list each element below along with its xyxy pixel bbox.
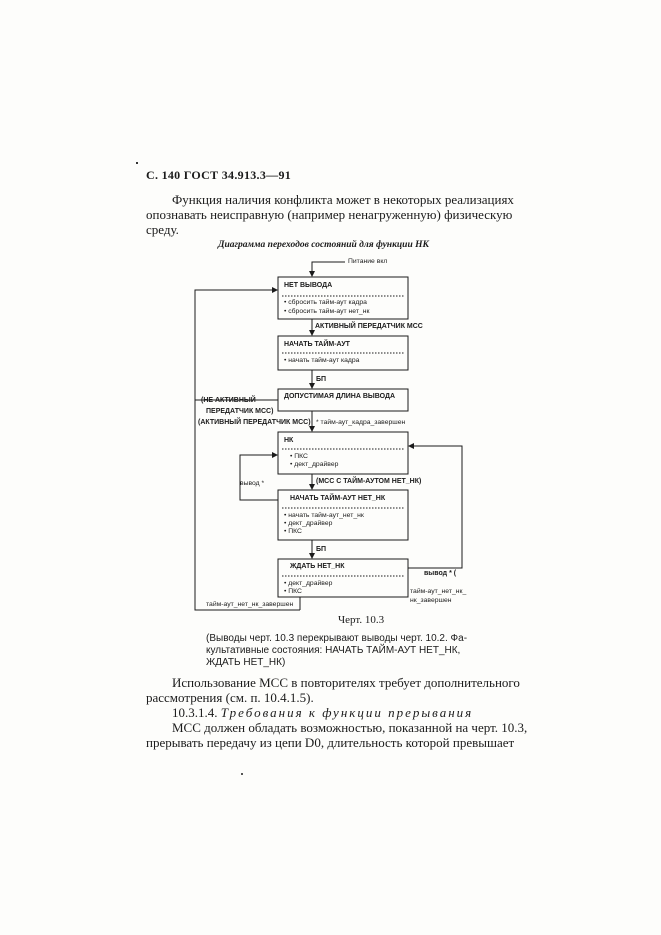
- right-transition-label: тайм-аут_нет_нк_: [410, 588, 467, 595]
- bottom-transition-label: тайм-аут_нет_нк_завершен: [206, 601, 294, 608]
- state-action: • сбросить тайм-аут кадра: [284, 299, 367, 306]
- note-line-1: (Выводы черт. 10.3 перекрывают выводы черт. 10.2. Фа-: [206, 633, 468, 644]
- intro-line-1: Функция наличия конфликта может в некоторых реализациях: [172, 192, 514, 207]
- transition-label: вывод *: [240, 480, 265, 487]
- intro-line-2: опознавать неисправную (например ненагруженную) физическую: [146, 207, 513, 222]
- diagram-title: Диаграмма переходов состояний для функции НК: [218, 240, 429, 250]
- right-transition-label: вывод * (: [424, 570, 457, 577]
- left-transition-label: (НЕ АКТИВНЫЙ: [201, 397, 256, 404]
- transition-label: * тайм-аут_кадра_завершен: [316, 419, 406, 426]
- state-action: • начать тайм-аут_нет_нк: [284, 512, 364, 519]
- intro-line-3: среду.: [146, 222, 179, 237]
- state-name-nk: НК: [284, 437, 294, 444]
- state-action: • сбросить тайм-аут нет_нк: [284, 308, 370, 315]
- right-transition-label: нк_завершен: [410, 597, 452, 604]
- body-line-1: Использование МСС в повторителях требует дополнительного: [172, 675, 520, 690]
- transition-label: БП: [316, 376, 327, 383]
- note-line-3: ЖДАТЬ НЕТ_НК): [206, 657, 286, 668]
- left-transition-label: ПЕРЕДАТЧИК МСС): [206, 408, 274, 415]
- power-on-label: Питание вкл: [348, 258, 388, 265]
- state-action: • дект_драйвер: [284, 580, 333, 587]
- section-title: Требования к функции прерывания: [220, 705, 474, 720]
- state-name-start-timeout: НАЧАТЬ ТАЙМ-АУТ: [284, 341, 350, 348]
- state-action: • начать тайм-аут кадра: [284, 357, 360, 364]
- body-line-4: прерывать передачу из цепи D0, длительность которой превышает: [146, 735, 515, 750]
- note-line-2: культативные состояния: НАЧАТЬ ТАЙМ-АУТ НЕТ_НК,: [206, 645, 461, 656]
- transition-label: АКТИВНЫЙ ПЕРЕДАТЧИК МСС: [315, 323, 423, 330]
- state-action: • ПКС: [284, 588, 302, 595]
- state-name-no-output: НЕТ ВЫВОДА: [284, 282, 333, 289]
- state-action: • ПКС: [284, 528, 302, 535]
- page-header: С. 140 ГОСТ 34.913.3—91: [146, 168, 292, 182]
- figure-caption: Черт. 10.3: [338, 614, 385, 626]
- state-name-wait-no-nk: ЖДАТЬ НЕТ_НК: [290, 563, 345, 570]
- state-action: • дект_драйвер: [290, 461, 339, 468]
- state-action: • ПКС: [290, 453, 308, 460]
- section-number: 10.3.1.4.: [172, 705, 218, 720]
- body-line-2: рассмотрения (см. п. 10.4.1.5).: [146, 690, 314, 705]
- transition-label: (МСС С ТАЙМ-АУТОМ НЕТ_НК): [316, 478, 422, 485]
- state-name-allowed-length: ДОПУСТИМАЯ ДЛИНА ВЫВОДА: [284, 393, 396, 400]
- left-transition-label: (АКТИВНЫЙ ПЕРЕДАТЧИК МСС): [198, 419, 311, 426]
- section-heading: [172, 705, 473, 720]
- state-name-start-timeout-no-nk: НАЧАТЬ ТАЙМ-АУТ НЕТ_НК: [290, 495, 386, 502]
- state-action: • дект_драйвер: [284, 520, 333, 527]
- body-line-3: МСС должен обладать возможностью, показанной на черт. 10.3,: [172, 720, 528, 735]
- transition-label: БП: [316, 546, 327, 553]
